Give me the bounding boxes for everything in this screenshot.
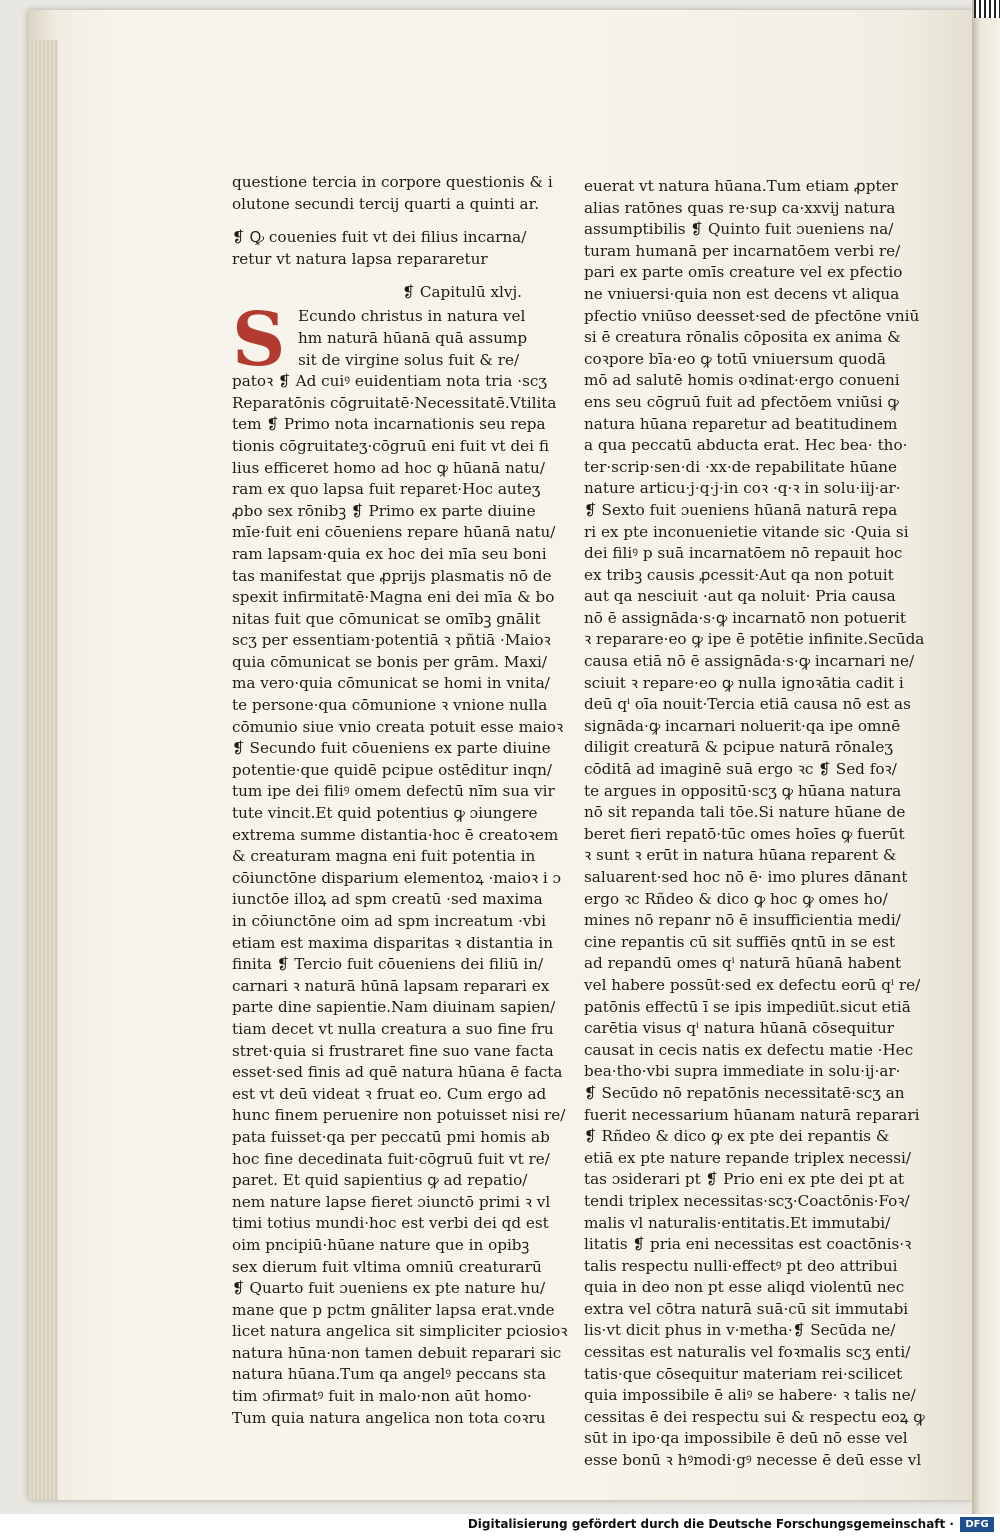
text-line: ꝛ reparare·eo ꝙ ipe ē potētie infinite.Secūda bbox=[584, 630, 925, 649]
left-body-text bbox=[232, 371, 568, 1429]
text-line: mines nō repanr nō ē insufficientia medi/ bbox=[584, 911, 901, 930]
text-line: quia impossibile ē aliꝰ se habere· ꝛ talis ne/ bbox=[584, 1386, 916, 1405]
text-line: ens seu cōgruū fuit ad pfectōem vniūsi ꝙ bbox=[584, 392, 899, 411]
text-line: litatis ❡ pria eni necessitas est coactōnis·ꝛ bbox=[584, 1235, 912, 1254]
text-line: carētia visus qⁱ natura hūanā cōsequitur bbox=[584, 1019, 894, 1038]
text-line: paret. Et quid sapientius ꝙ ad repatio/ bbox=[232, 1171, 528, 1190]
text-line: tionis cōgruitateʒ·cōgruū eni fuit vt dei fi bbox=[232, 436, 549, 455]
text-line: lis·vt dicit phus in v·metha·❡ Secūda ne/ bbox=[584, 1321, 896, 1340]
text-line: ❡ Secūdo nō repatōnis necessitatē·scʒ an bbox=[584, 1083, 905, 1102]
text-line: sūt in ipo·qa impossibile ē deū nō esse vel bbox=[584, 1429, 908, 1448]
text-line: cessitas ē dei respectu sui & respectu eoꝝ ꝙ bbox=[584, 1407, 925, 1426]
text-line: nature articu·j·q·j·in coꝛ ·q·ꝛ in solu·iij·ar· bbox=[584, 479, 901, 498]
left-text-column bbox=[232, 172, 568, 1429]
text-line: dei filiꝰ p suā incarnatōem nō repauit hoc bbox=[584, 544, 903, 563]
text-line: natura hūana.Tum qa angelꝰ peccans sta bbox=[232, 1365, 547, 1384]
text-line: te persone·qua cōmunione ꝛ vnione nulla bbox=[232, 696, 548, 715]
text-line: finita ❡ Tercio fuit cōueniens dei filiū in/ bbox=[232, 955, 544, 974]
text-line: cessitas est naturalis vel foꝛmalis scʒ enti/ bbox=[584, 1343, 911, 1362]
text-line: nem nature lapse fieret ɔiunctō primi ꝛ vl bbox=[232, 1192, 551, 1211]
text-line: saluarent·sed hoc nō ē· imo plures dānant bbox=[584, 868, 908, 886]
text-line: ex tribꝫ causis ꝓcessit·Aut qa non potuit bbox=[584, 565, 894, 584]
text-line: vel habere possūt·sed ex defectu eorū qⁱ re/ bbox=[584, 975, 921, 994]
text-line: pata fuisset·qa per peccatū pmi homis ab bbox=[232, 1127, 550, 1146]
text-line: turam humanā per incarnatōem verbi re/ bbox=[584, 241, 901, 260]
text-line: mane que p pctm gnāliter lapsa erat.vnde bbox=[232, 1300, 555, 1319]
text-line: tiam decet vt nulla creatura a suo fine fru bbox=[232, 1019, 554, 1038]
text-line: beret fieri repatō·tūc omes hoīes ꝙ fuerūt bbox=[584, 824, 905, 843]
text-line: parte dine sapientie.Nam diuinam sapien/ bbox=[232, 998, 556, 1017]
text-line: Tum quia natura angelica non tota coꝛru bbox=[232, 1408, 546, 1427]
text-line: scʒ per essentiam·potentiā ꝛ pñtiā ·Maioꝛ bbox=[232, 631, 551, 650]
text-line: quia in deo non pt esse aliqd violentū nec bbox=[584, 1278, 905, 1297]
text-line: sex dierum fuit vltima omniū creaturarū bbox=[232, 1257, 542, 1276]
spacer bbox=[232, 215, 532, 227]
text-line: causa etiā nō ē assignāda·s·ꝙ incarnari ne/ bbox=[584, 652, 915, 671]
text-line: ❡ Rñdeo & dico ꝙ ex pte dei repantis & bbox=[584, 1127, 890, 1146]
text-line: Ecundo christus in natura vel bbox=[298, 307, 526, 326]
text-line: te argues in oppositū·scʒ ꝙ hūana natura bbox=[584, 781, 902, 800]
text-line: iunctōe illoꝝ ad spm creatū ·sed maxima bbox=[232, 890, 543, 909]
text-line: hunc finem peruenire non potuisset nisi re/ bbox=[232, 1106, 566, 1125]
question-line: retur vt natura lapsa repararetur bbox=[232, 249, 488, 268]
text-line: potentie·que quidē pcipue ostēditur inqn/ bbox=[232, 760, 552, 779]
dfg-logo: DFG bbox=[960, 1517, 994, 1532]
intro-line: questione tercia in corpore questionis & i bbox=[232, 173, 553, 191]
text-line: sciuit ꝛ repare·eo ꝙ nulla ignoꝛātia cadit i bbox=[584, 673, 904, 692]
text-line: coꝛpore bīa·eo ꝙ totū vniuersum quodā bbox=[584, 349, 886, 368]
text-line: natura hūana reparetur ad beatitudinem bbox=[584, 414, 898, 433]
text-line: mō ad salutē homis oꝛdinat·ergo conueni bbox=[584, 371, 900, 390]
text-line: extra vel cōtra naturā suā·cū sit immutabi bbox=[584, 1299, 909, 1318]
page-stack-edge bbox=[28, 40, 58, 1500]
text-line: causat in cecis natis ex defectu matie ·Hec bbox=[584, 1040, 914, 1059]
text-line: oim pncipiū·hūane nature que in opibꝫ bbox=[232, 1235, 530, 1254]
text-line: sit de virgine solus fuit & re/ bbox=[298, 350, 520, 369]
text-line: timi totius mundi·hoc est verbi dei qd est bbox=[232, 1214, 549, 1233]
text-line: deū qⁱ oīa nouit·Tercia etiā causa nō est as bbox=[584, 695, 911, 714]
text-line: cōditā ad imaginē suā ergo ꝛc ❡ Sed foꝛ/ bbox=[584, 760, 897, 779]
text-line: hoc fine decedinata fuit·cōgruū fuit vt re/ bbox=[232, 1149, 550, 1168]
text-line: etiam est maxima disparitas ꝛ distantia in bbox=[232, 933, 553, 952]
text-line: ❡ Secundo fuit cōueniens ex parte diuine bbox=[232, 739, 551, 758]
text-line: pfectio vniūso deesset·sed de pfectōne vniū bbox=[584, 306, 920, 325]
text-line: tum ipe dei filiꝰ omem defectū nīm sua vir bbox=[232, 782, 555, 801]
spacer bbox=[232, 270, 532, 282]
text-line: diligit creaturā & pcipue naturā rōnaleʒ bbox=[584, 738, 893, 757]
text-line: esset·sed finis ad quē natura hūana ē facta bbox=[232, 1063, 563, 1082]
text-line: tas manifestat que ꝓprijs plasmatis nō de bbox=[232, 566, 552, 585]
text-line: ter·scrip·sen·di ·xx·de repabilitate hūane bbox=[584, 457, 898, 476]
text-line: nitas fuit que cōmunicat se omībꝫ gnālit bbox=[232, 609, 541, 628]
text-line: nō sit repanda tali tōe.Si nature hūane de bbox=[584, 803, 906, 822]
text-line: extrema summe distantia·hoc ē creatoꝛem bbox=[232, 825, 559, 844]
text-line: tim ɔfirmatꝰ fuit in malo·non aūt homo· bbox=[232, 1387, 532, 1406]
text-line: ❡ Sexto fuit ɔueniens hūanā naturā repa bbox=[584, 500, 898, 519]
intro-line: olutone secundi tercij quarti a quinti ar. bbox=[232, 194, 540, 213]
text-line: pari ex parte omīs creature vel ex pfectio bbox=[584, 263, 903, 282]
text-line: patōnis effectū ī se ipis impediūt.sicut etiā bbox=[584, 997, 911, 1016]
text-line: euerat vt natura hūana.Tum etiam ꝓpter bbox=[584, 177, 898, 195]
text-line: esse bonū ꝛ hꝰmodi·gꝰ necesse ē deū esse vl bbox=[584, 1451, 922, 1470]
text-line: nō ē assignāda·s·ꝙ incarnatō non potuerit bbox=[584, 608, 906, 627]
text-line: talis respectu nulli·effectꝰ pt deo attribui bbox=[584, 1256, 898, 1275]
text-line: tute vincit.Et quid potentius ꝙ ɔiungere bbox=[232, 804, 538, 823]
text-line: a qua peccatū abducta erat. Hec bea· tho· bbox=[584, 436, 908, 455]
text-line: ne vniuersi·quia non est decens vt aliqua bbox=[584, 284, 900, 303]
text-line: tatis·que cōsequitur materiam rei·scilicet bbox=[584, 1364, 903, 1383]
rubricated-initial: S bbox=[232, 297, 286, 384]
text-line: tendi triplex necessitas·scʒ·Coactōnis·Foꝛ/ bbox=[584, 1191, 910, 1210]
right-body-text bbox=[584, 176, 925, 1472]
text-line: cōmunio siue vnio creata potuit esse maioꝛ bbox=[232, 717, 564, 736]
text-line: ram lapsam·quia ex hoc dei mīa seu boni bbox=[232, 544, 547, 563]
text-line: lius efficeret homo ad hoc ꝙ hūanā natu/ bbox=[232, 458, 545, 477]
text-line: spexit infirmitatē·Magna eni dei mīa & bo bbox=[232, 588, 555, 607]
text-line: licet natura angelica sit simpliciter pciosioꝛ bbox=[232, 1322, 568, 1341]
text-line: assumptibilis ❡ Quinto fuit ɔueniens na/ bbox=[584, 220, 894, 239]
text-line: patoꝛ ❡ Ad cuiꝰ euidentiam nota tria ·scʒ bbox=[232, 372, 547, 391]
text-line: signāda·ꝙ incarnari noluerit·qa ipe omnē bbox=[584, 716, 901, 735]
text-line: malis vl naturalis·entitatis.Et immutabi/ bbox=[584, 1213, 891, 1232]
footer-credit: Digitalisierung gefördert durch die Deutsche Forschungsgemeinschaft · bbox=[467, 1517, 954, 1531]
chapter-heading: ❡ Capitulū xlvj. bbox=[402, 283, 522, 302]
text-line: ad repandū omes qⁱ naturā hūanā habent bbox=[584, 954, 902, 973]
facing-page-edge bbox=[972, 0, 1000, 1514]
text-line: bea·tho·vbi supra immediate in solu·ij·ar· bbox=[584, 1062, 901, 1081]
scale-bar bbox=[974, 0, 1000, 18]
text-line: est vt deū videat ꝛ fruat eo. Cum ergo ad bbox=[232, 1084, 547, 1103]
text-line: ram ex quo lapsa fuit reparet·Hoc auteʒ bbox=[232, 480, 541, 499]
text-line: ergo ꝛc Rñdeo & dico ꝙ hoc ꝙ omes ho/ bbox=[584, 889, 888, 908]
text-line: aut qa nesciuit ·aut qa noluit· Pria causa bbox=[584, 587, 896, 606]
text-line: fuerit necessarium hūanam naturā reparari bbox=[584, 1105, 920, 1124]
text-line: natura hūna·non tamen debuit reparari sic bbox=[232, 1343, 562, 1362]
text-line: etiā ex pte nature repande triplex necessi/ bbox=[584, 1148, 911, 1167]
text-line: alias ratōnes quas re·sup ca·xxvij natura bbox=[584, 198, 896, 217]
question-line: ❡ Ꝙ couenies fuit vt dei filius incarna/ bbox=[232, 228, 527, 247]
text-line: ❡ Quarto fuit ɔueniens ex pte nature hu/ bbox=[232, 1279, 546, 1298]
text-line: ma vero·quia cōmunicat se homi in vnita/ bbox=[232, 674, 550, 693]
text-line: ꝓbo sex rōnibꝫ ❡ Primo ex parte diuine bbox=[232, 501, 536, 520]
text-line: ꝛ sunt ꝛ erūt in natura hūana reparent & bbox=[584, 846, 897, 865]
text-line: cine repantis cū sit suffiēs qntū in se est bbox=[584, 932, 896, 951]
text-line: & creaturam magna eni fuit potentia in bbox=[232, 847, 536, 866]
right-text-column bbox=[584, 176, 925, 1472]
text-line: si ē creatura rōnalis cōposita ex anima & bbox=[584, 328, 901, 347]
text-line: tem ❡ Primo nota incarnationis seu repa bbox=[232, 415, 546, 434]
text-line: hm naturā hūanā quā assump bbox=[298, 328, 528, 347]
text-line: tas ɔsiderari pt ❡ Prio eni ex pte dei pt at bbox=[584, 1170, 905, 1189]
text-line: ri ex pte inconuenietie vitande sic ·Quia si bbox=[584, 522, 909, 541]
text-line: carnari ꝛ naturā hūnā lapsam reparari ex bbox=[232, 976, 550, 995]
text-line: in cōiunctōne oim ad spm increatum ·vbi bbox=[232, 912, 547, 930]
text-line: cōiunctōne disparium elementoꝝ ·maioꝛ i ɔ bbox=[232, 868, 562, 887]
text-line: stret·quia si frustraret fine suo vane facta bbox=[232, 1041, 554, 1060]
text-line: mīe·fuit eni cōueniens repare hūanā natu/ bbox=[232, 523, 556, 542]
text-line: Reparatōnis cōgruitatē·Necessitatē.Vtilita bbox=[232, 393, 557, 412]
text-line: quia cōmunicat se bonis per grām. Maxi/ bbox=[232, 652, 547, 671]
